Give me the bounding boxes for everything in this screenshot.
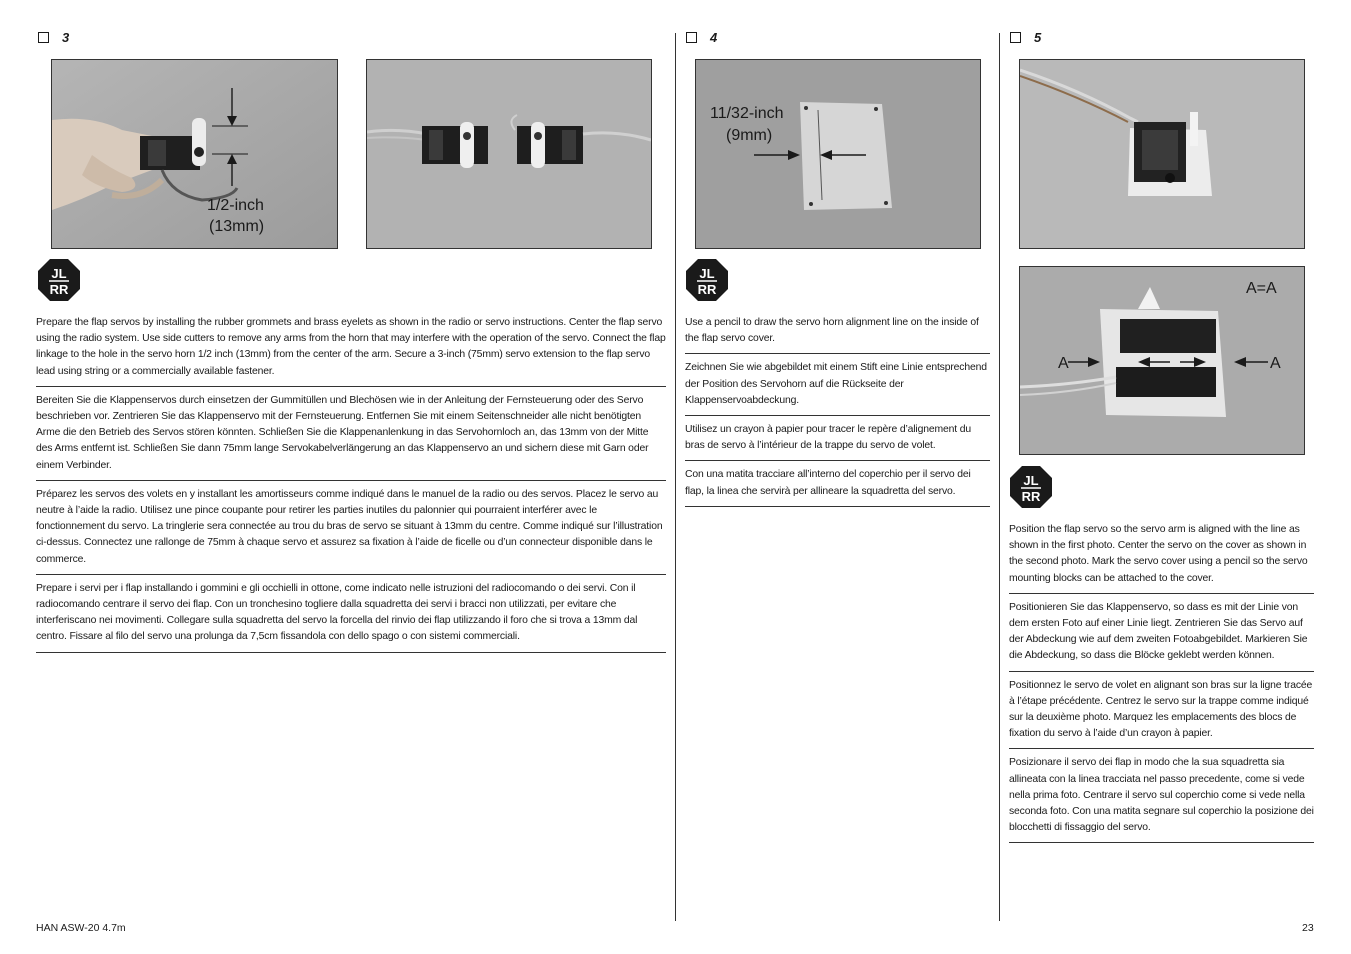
footer-model-name: HAN ASW-20 4.7m bbox=[36, 922, 126, 934]
instruction-fr: Positionnez le servo de volet en alignant son bras sur la ligne tracée à l’étape précédente. Centrez le servo sur la trappe comme indiqué sur la deuxième photo. Marquez les emplacements des blocs de fixation du servo à l’aide d’un crayon à papier. bbox=[1009, 678, 1314, 750]
step-4-header bbox=[686, 30, 717, 45]
instruction-fr: Utilisez un crayon à papier pour tracer le repère d’alignement du bras de servo à l’intérieur de la trappe du servo de volet. bbox=[685, 422, 990, 461]
step4-measure-line1: 11/32-inch bbox=[710, 105, 784, 122]
step-5-checkbox[interactable] bbox=[1010, 32, 1021, 43]
instruction-de: Positionieren Sie das Klappenservo, so dass es mit der Linie von dem ersten Foto auf einer Linie liegt. Zentrieren Sie das Servo auf der Abdeckung wie auf dem zweiten Fotoabgebildet. Markieren Sie die Abdeckung, so dass die Blöcke geklebt werden können. bbox=[1009, 600, 1314, 672]
instruction-fr: Préparez les servos des volets en y installant les amortisseurs comme indiqué dans le manuel de la radio ou des servos. Placez le servo au neutre à l’aide la radio. Utilisez une pince coupante pour retirer les parties inutiles du palonnier qui pourraient interférer avec le fonctionnement du servo. La tringlerie sera connectée au trou du bras de servo se situant à 13mm du centre. Comme indiqué sur l’illustration ci-dessus. Connectez une rallonge de 75mm à chaque servo et assurez sa fixation à l’aide de ficelle ou d’un connecteur disponible dans le commerce. bbox=[36, 487, 666, 575]
step4-measure-line2: (9mm) bbox=[726, 127, 773, 144]
step5-label-a-equals-a: A=A bbox=[1246, 280, 1277, 297]
octagon-logo-icon bbox=[685, 258, 729, 302]
octagon-logo-icon bbox=[1009, 465, 1053, 509]
instruction-en: Position the flap servo so the servo arm is aligned with the line as shown in the first photo. Center the servo on the cover as shown in the second photo. Mark the servo cover using a pencil so the servo mounting blocks can be attached to the cover. bbox=[1009, 522, 1314, 594]
instruction-en: Use a pencil to draw the servo horn alignment line on the inside of the flap servo cover. bbox=[685, 315, 990, 354]
photo-two-servos bbox=[366, 59, 652, 249]
step-3-checkbox[interactable] bbox=[38, 32, 49, 43]
step5-label-a-left: A bbox=[1058, 355, 1069, 372]
instruction-en: Prepare the flap servos by installing the rubber grommets and brass eyelets as shown in the radio or servo instructions. Center the flap servo using the radio system. Use side cutters to remove any arms from the horn that may interfere with the operation of the servo. Connect the flap linkage to the hole in the servo horn 1/2 inch (13mm) from the center of the arm. Secure a 3-inch (75mm) servo extension to the flap servo lead using string or a commercially available fastener. bbox=[36, 315, 666, 387]
footer-page-number: 23 bbox=[1302, 922, 1314, 934]
step-4-instructions bbox=[685, 315, 990, 507]
svg-text:JL: JL bbox=[699, 266, 715, 281]
step-3-header bbox=[38, 30, 69, 45]
step3-measure-line1: 1/2-inch bbox=[207, 197, 264, 214]
octagon-logo-icon bbox=[37, 258, 81, 302]
column-divider-1 bbox=[675, 33, 676, 921]
instruction-de: Zeichnen Sie wie abgebildet mit einem Stift eine Linie entsprechend der Position des Servohorn auf die Rückseite der Klappenservoabdeckung. bbox=[685, 360, 990, 416]
photo-servo-on-cover bbox=[1019, 59, 1305, 249]
step-3-instructions bbox=[36, 315, 666, 653]
svg-text:RR: RR bbox=[1021, 489, 1041, 504]
instruction-it: Con una matita tracciare all’interno del coperchio per il servo dei flap, la linea che servirà per allineare la squadretta del servo. bbox=[685, 467, 990, 506]
svg-text:RR: RR bbox=[49, 282, 69, 297]
photo-servo-centered-a-equals-a bbox=[1019, 266, 1305, 455]
photo-servo-in-hand bbox=[51, 59, 338, 249]
svg-text:JL: JL bbox=[51, 266, 67, 281]
photo-servo-cover-line bbox=[695, 59, 981, 249]
instruction-de: Bereiten Sie die Klappenservos durch einsetzen der Gummitüllen und Blechösen wie in der Anleitung der Fernsteuerung oder des Servo beschrieben vor. Zentrieren Sie das Klappenservo mit der Fernsteuerung. Entfernen Sie mit einem Seitenschneider alle nicht benötigten Arme die den Betrieb des Servos stören könnten. Schließen Sie die Klappenanlenkung in das Servohornloch an, das 13mm von der Mitte des Arms entfernt ist. Schließen Sie dann 75mm lange Servokabelverlängerung an das Klappenservo an und sichern diese mit Garn oder einem Verbinder. bbox=[36, 393, 666, 481]
step3-measure-line2: (13mm) bbox=[209, 218, 265, 235]
step-4-checkbox[interactable] bbox=[686, 32, 697, 43]
column-divider-2 bbox=[999, 33, 1000, 921]
step-5-header bbox=[1010, 30, 1041, 45]
svg-text:JL: JL bbox=[1023, 473, 1039, 488]
instruction-it: Posizionare il servo dei flap in modo che la sua squadretta sia allineata con la linea tracciata nel passo precedente, come si vede nella prima foto. Centrare il servo sul coperchio come si vede nella seconda foto. Con una matita segnare sul coperchio la posizione dei blocchetti di fissaggio del servo. bbox=[1009, 755, 1314, 843]
step5-label-a-right: A bbox=[1270, 355, 1281, 372]
step-5-number: 5 bbox=[1034, 30, 1042, 45]
step-3-number: 3 bbox=[62, 30, 70, 45]
step-4-number: 4 bbox=[710, 30, 718, 45]
instruction-it: Prepare i servi per i flap installando i gommini e gli occhielli in ottone, come indicato nelle istruzioni del radiocomando o dei servi. Con il radiocomando centrare il servo dei flap. Con un tronchesino togliere dalla squadretta dei servi i bracci non utilizzati, per evitare che interferiscano nei movimenti. Collegare sulla squadretta del servo la forcella del rinvio dei flap utilizzando il foro che si trova a 13mm dal centro. Fissare al filo del servo una prolunga da 7,5cm fissandola con dello spago o con sistemi commerciali. bbox=[36, 581, 666, 653]
step-5-instructions bbox=[1009, 522, 1314, 843]
svg-text:RR: RR bbox=[697, 282, 717, 297]
